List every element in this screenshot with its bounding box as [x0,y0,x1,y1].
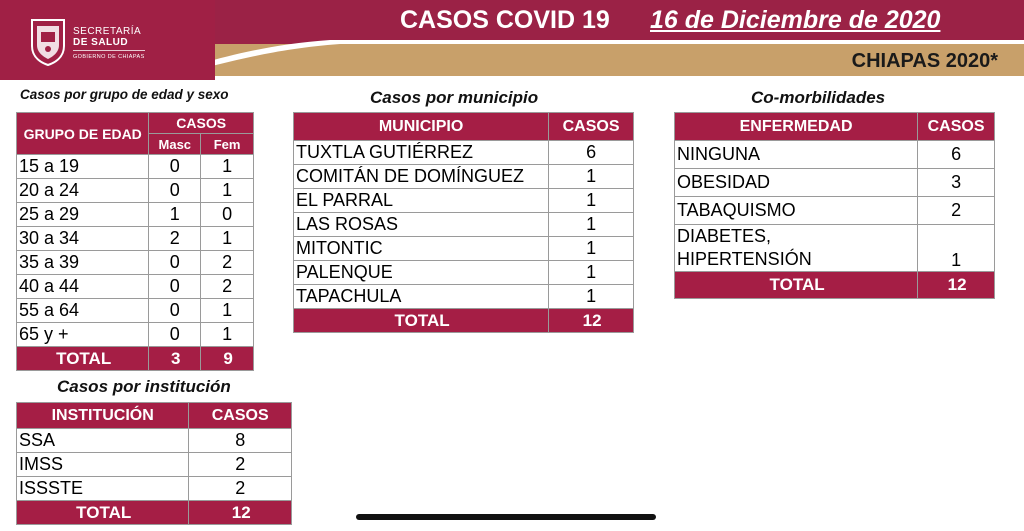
age-group-cell: 40 a 44 [17,275,149,299]
municipality-cell: PALENQUE [294,261,549,285]
table-row [17,323,254,347]
disease-cell-multi [675,225,918,272]
cases-cell: 8 [189,429,292,453]
total-value: 12 [918,272,995,299]
cases-cell: 1 [549,213,634,237]
table-row [294,285,634,309]
institution-cell: IMSS [17,453,189,477]
col-fem: Fem [201,134,254,155]
table-row [17,155,254,179]
total-fem: 9 [201,347,254,371]
masc-cell: 1 [149,203,201,227]
disease-line-1: DIABETES, [677,226,772,246]
total-row [675,272,995,299]
cases-cell: 6 [549,141,634,165]
municipality-cell: COMITÁN DE DOMÍNGUEZ [294,165,549,189]
masc-cell: 0 [149,275,201,299]
cases-cell: 6 [918,141,995,169]
total-label: TOTAL [17,347,149,371]
table-row [17,251,254,275]
masc-cell: 0 [149,155,201,179]
state-label: CHIAPAS 2020* [851,50,998,72]
col-cases: CASOS [918,113,995,141]
comorbidities-title: Co-morbilidades [751,88,886,107]
disease-cell: TABAQUISMO [675,197,918,225]
table-row [17,203,254,227]
age-sex-table [16,112,254,371]
table-row [294,189,634,213]
fem-cell: 0 [201,203,254,227]
cases-cell: 2 [918,197,995,225]
cases-cell: 1 [549,165,634,189]
col-cases: CASOS [189,403,292,429]
age-group-cell: 30 a 34 [17,227,149,251]
municipality-cell: TUXTLA GUTIÉRREZ [294,141,549,165]
fem-cell: 1 [201,179,254,203]
masc-cell: 0 [149,179,201,203]
total-row [17,347,254,371]
cases-cell: 1 [549,261,634,285]
fem-cell: 2 [201,275,254,299]
institution-cell: ISSSTE [17,477,189,501]
table-row [675,225,995,272]
cases-cell: 2 [189,477,292,501]
table-row [675,169,995,197]
cases-cell: 1 [549,237,634,261]
logo-divider [73,50,145,51]
masc-cell: 2 [149,227,201,251]
municipality-cell: EL PARRAL [294,189,549,213]
table-row [17,453,292,477]
cases-cell: 1 [549,189,634,213]
col-municipality: MUNICIPIO [294,113,549,141]
age-group-cell: 15 a 19 [17,155,149,179]
total-value: 12 [189,501,292,525]
table-row [17,477,292,501]
col-masc: Masc [149,134,201,155]
fem-cell: 1 [201,299,254,323]
logo-text-de-salud: DE SALUD [73,37,129,48]
col-institution: INSTITUCIÓN [17,403,189,429]
table-row [17,179,254,203]
page-title: CASOS COVID 19 [400,6,610,34]
home-indicator[interactable] [356,514,656,520]
col-cases: CASOS [549,113,634,141]
fem-cell: 2 [201,251,254,275]
masc-cell: 0 [149,299,201,323]
report-date: 16 de Diciembre de 2020 [650,6,941,34]
institution-title: Casos por institución [57,377,231,396]
cases-cell: 3 [918,169,995,197]
comorbidities-table [674,112,995,299]
disease-cell: OBESIDAD [675,169,918,197]
table-row [17,429,292,453]
age-group-cell: 25 a 29 [17,203,149,227]
table-row [294,165,634,189]
total-label: TOTAL [675,272,918,299]
fem-cell: 1 [201,155,254,179]
cases-cell: 1 [549,285,634,309]
table-row [675,197,995,225]
fem-cell: 1 [201,227,254,251]
total-label: TOTAL [294,309,549,333]
col-disease: ENFERMEDAD [675,113,918,141]
logo-text-secretaria: SECRETARÍA [73,26,142,37]
total-label: TOTAL [17,501,189,525]
municipality-cell: MITONTIC [294,237,549,261]
age-group-cell: 35 a 39 [17,251,149,275]
cases-cell: 2 [189,453,292,477]
table-row [294,261,634,285]
age-group-cell: 20 a 24 [17,179,149,203]
age-sex-title: Casos por grupo de edad y sexo [20,87,229,102]
institution-table [16,402,292,525]
municipality-table [293,112,634,333]
institution-cell: SSA [17,429,189,453]
total-value: 12 [549,309,634,333]
municipality-title: Casos por municipio [370,88,539,107]
masc-cell: 0 [149,251,201,275]
masc-cell: 0 [149,323,201,347]
table-row [294,237,634,261]
logo-block [0,0,215,80]
table-row [17,227,254,251]
total-row [17,501,292,525]
disease-cell: NINGUNA [675,141,918,169]
table-row [294,141,634,165]
municipality-cell: LAS ROSAS [294,213,549,237]
disease-line-2: HIPERTENSIÓN [677,249,812,269]
table-row [17,275,254,299]
logo-text-gobierno: GOBIERNO DE CHIAPAS [73,54,145,60]
table-row [294,213,634,237]
fem-cell: 1 [201,323,254,347]
col-cases: CASOS [149,113,254,134]
table-row [675,141,995,169]
total-row [294,309,634,333]
total-masc: 3 [149,347,201,371]
cases-cell: 1 [918,225,995,272]
chiapas-seal-icon [29,16,67,66]
municipality-cell: TAPACHULA [294,285,549,309]
age-group-cell: 65 y + [17,323,149,347]
table-row [17,299,254,323]
age-group-cell: 55 a 64 [17,299,149,323]
col-age-group: GRUPO DE EDAD [17,113,149,155]
